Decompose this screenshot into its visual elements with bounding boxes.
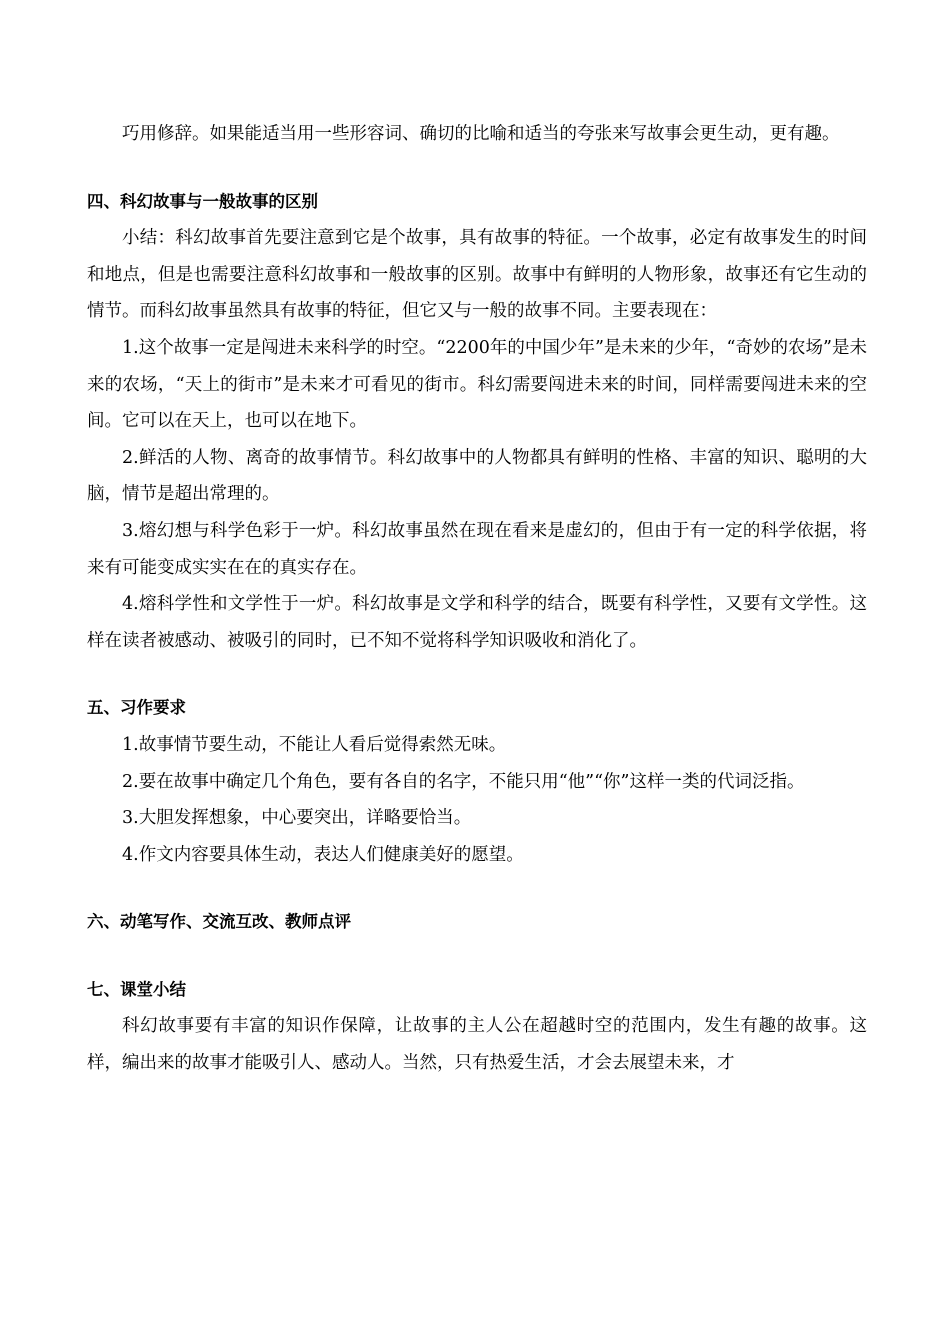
section5-heading: 五、习作要求 bbox=[87, 698, 186, 718]
section5-item-2: 2.要在故事中确定几个角色，要有各自的名字，不能只用“他”“你”这样一类的代词泛指。 bbox=[122, 771, 805, 792]
section-gap bbox=[87, 873, 867, 904]
section-gap bbox=[87, 659, 867, 690]
section7-heading: 七、课堂小结 bbox=[87, 979, 186, 999]
section4-summary: 小结：科幻故事首先要注意到它是个故事，具有故事的特征。一个故事，必定有故事发生的时间和地点，但是也需要注意科幻故事和一般故事的区别。故事中有鲜明的人物形象，故事还有它生动的情节。而科幻故事虽然具有故事的特征，但它又与一般的故事不同。主要表现在： bbox=[87, 228, 867, 322]
section5-item-4: 4.作文内容要具体生动，表达人们健康美好的愿望。 bbox=[122, 844, 524, 865]
section5-item-3: 3.大胆发挥想象，中心要突出，详略要恰当。 bbox=[122, 808, 472, 829]
section4-item-3: 3.熔幻想与科学色彩于一炉。科幻故事虽然在现在看来是虚幻的，但由于有一定的科学依据，将来有可能变成实实在在的真实存在。 bbox=[87, 520, 867, 578]
section6-heading: 六、动笔写作、交流互改、教师点评 bbox=[87, 912, 351, 932]
section5-item-1: 1.故事情节要生动，不能让人看后觉得索然无味。 bbox=[122, 734, 507, 755]
section7-text: 科幻故事要有丰富的知识作保障，让故事的主人公在超越时空的范围内，发生有趣的故事。这样，编出来的故事才能吸引人、感动人。当然，只有热爱生活，才会去展望未来，才 bbox=[87, 1016, 867, 1074]
section4-heading: 四、科幻故事与一般故事的区别 bbox=[87, 191, 318, 211]
intro-paragraph: 巧用修辞。如果能适当用一些形容词、确切的比喻和适当的夸张来写故事会更生动，更有趣。 bbox=[122, 124, 840, 144]
document-page bbox=[87, 116, 867, 1082]
section4-item-4: 4.熔科学性和文学性于一炉。科幻故事是文学和科学的结合，既要有科学性，又要有文学性。这样在读者被感动、被吸引的同时，已不知不觉将科学知识吸收和消化了。 bbox=[87, 594, 867, 651]
section-gap bbox=[87, 941, 867, 972]
section-gap bbox=[87, 153, 867, 184]
section4-item-2: 2.鲜活的人物、离奇的故事情节。科幻故事中的人物都具有鲜明的性格、丰富的知识、聪明的大脑，情节是超出常理的。 bbox=[87, 447, 867, 505]
section4-item-1: 1.这个故事一定是闯进未来科学的时空。“2200年的中国少年”是未来的少年，“奇妙的农场”是未来的农场，“天上的街市”是未来才可看见的街市。科幻需要闯进未来的时间，同样需要闯进未来的空间。它可以在天上，也可以在地下。 bbox=[87, 337, 867, 432]
